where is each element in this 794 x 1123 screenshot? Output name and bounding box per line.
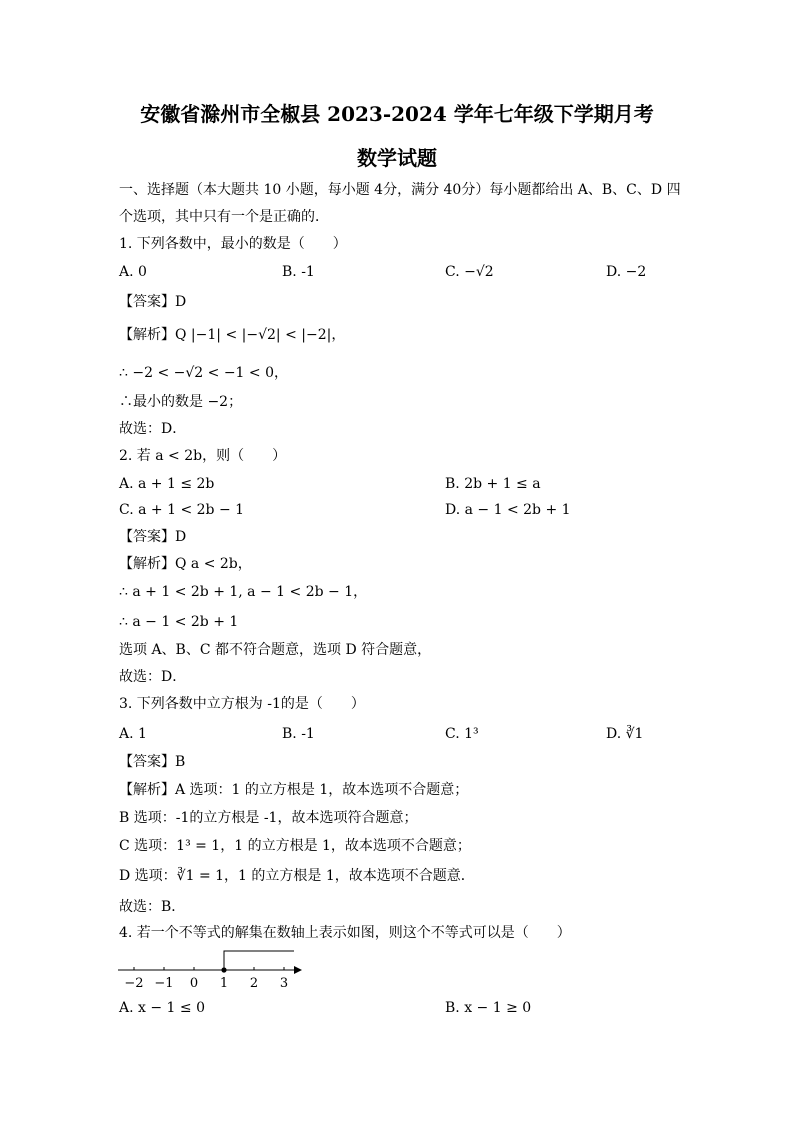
number-line-svg: [116, 944, 306, 994]
q1-option-d: D. −2: [606, 264, 647, 280]
number-line-tick-label: 2: [249, 976, 259, 991]
q2-analysis-5: 故选：D．: [119, 669, 187, 685]
number-line-figure: [116, 944, 306, 994]
q3-analysis-1: 【解析】A 选项：1 的立方根是 1，故本选项不合题意；: [119, 782, 469, 798]
q3-option-b: B. -1: [282, 726, 315, 742]
q3-analysis-2: B 选项：-1的立方根是 -1，故本选项符合题意；: [119, 810, 418, 826]
q1-analysis-4: 故选：D．: [119, 421, 187, 437]
q1-option-c: C. −√2: [445, 264, 494, 280]
q2-option-a: A. a + 1 ≤ 2b: [119, 476, 215, 492]
q3-analysis-4: D 选项：∛1 = 1，1 的立方根是 1，故本选项不合题意．: [119, 868, 475, 884]
q1-analysis-2: ∴ −2 < −√2 < −1 < 0，: [119, 365, 288, 381]
number-line-tick-label: 0: [189, 976, 199, 991]
exam-subtitle: 数学试题: [357, 146, 437, 170]
question-2-stem: 2. 若 a < 2b，则（ ）: [119, 448, 287, 464]
q2-analysis-1: 【解析】Q a < 2b，: [119, 556, 252, 572]
q3-option-d: D. ∛1: [606, 726, 644, 742]
exam-title: 安徽省滁州市全椒县 2023-2024 学年七年级下学期月考: [140, 102, 654, 126]
q3-option-c: C. 1³: [445, 726, 479, 742]
question-4-stem: 4. 若一个不等式的解集在数轴上表示如图，则这个不等式可以是（ ）: [119, 925, 571, 941]
q4-option-a: A. x − 1 ≤ 0: [119, 1000, 205, 1016]
q3-answer: 【答案】B: [119, 754, 186, 770]
q3-analysis-3: C 选项：1³ = 1，1 的立方根是 1，故本选项不合题意；: [119, 838, 471, 854]
number-line-tick-label: −1: [154, 976, 174, 991]
q1-option-b: B. -1: [282, 264, 315, 280]
q3-analysis-5: 故选：B．: [119, 899, 186, 915]
q1-option-a: A. 0: [119, 264, 147, 280]
q3-option-a: A. 1: [119, 726, 147, 742]
q4-option-b: B. x − 1 ≥ 0: [445, 1000, 532, 1016]
q2-answer: 【答案】D: [119, 529, 187, 545]
section-intro-line-2: 个选项，其中只有一个是正确的．: [119, 209, 329, 225]
q2-option-b: B. 2b + 1 ≤ a: [445, 476, 541, 492]
q2-analysis-4: 选项 A、B、C 都不符合题意，选项 D 符合题意，: [119, 642, 432, 658]
q2-analysis-3: ∴ a − 1 < 2b + 1: [119, 614, 239, 630]
question-1-stem: 1. 下列各数中，最小的数是（ ）: [119, 236, 347, 252]
number-line-tick-label: −2: [124, 976, 144, 991]
question-3-stem: 3. 下列各数中立方根为 -1的是（ ）: [119, 696, 365, 712]
number-line-arrow: [294, 966, 302, 974]
q1-analysis-3: ∴最小的数是 −2；: [119, 394, 243, 410]
q1-answer: 【答案】D: [119, 294, 187, 310]
number-line-tick-label: 1: [219, 976, 229, 991]
q2-option-c: C. a + 1 < 2b − 1: [119, 502, 245, 518]
number-line-tick-label: 3: [279, 976, 289, 991]
q1-analysis-1: 【解析】Q |−1| < |−√2| < |−2|，: [119, 327, 346, 343]
q2-option-d: D. a − 1 < 2b + 1: [445, 502, 571, 518]
section-intro-line-1: 一、选择题（本大题共 10 小题，每小题 4分，满分 40分）每小题都给出 A、B、C、D 四: [119, 182, 681, 198]
q2-analysis-2: ∴ a + 1 < 2b + 1, a − 1 < 2b − 1，: [119, 584, 368, 600]
